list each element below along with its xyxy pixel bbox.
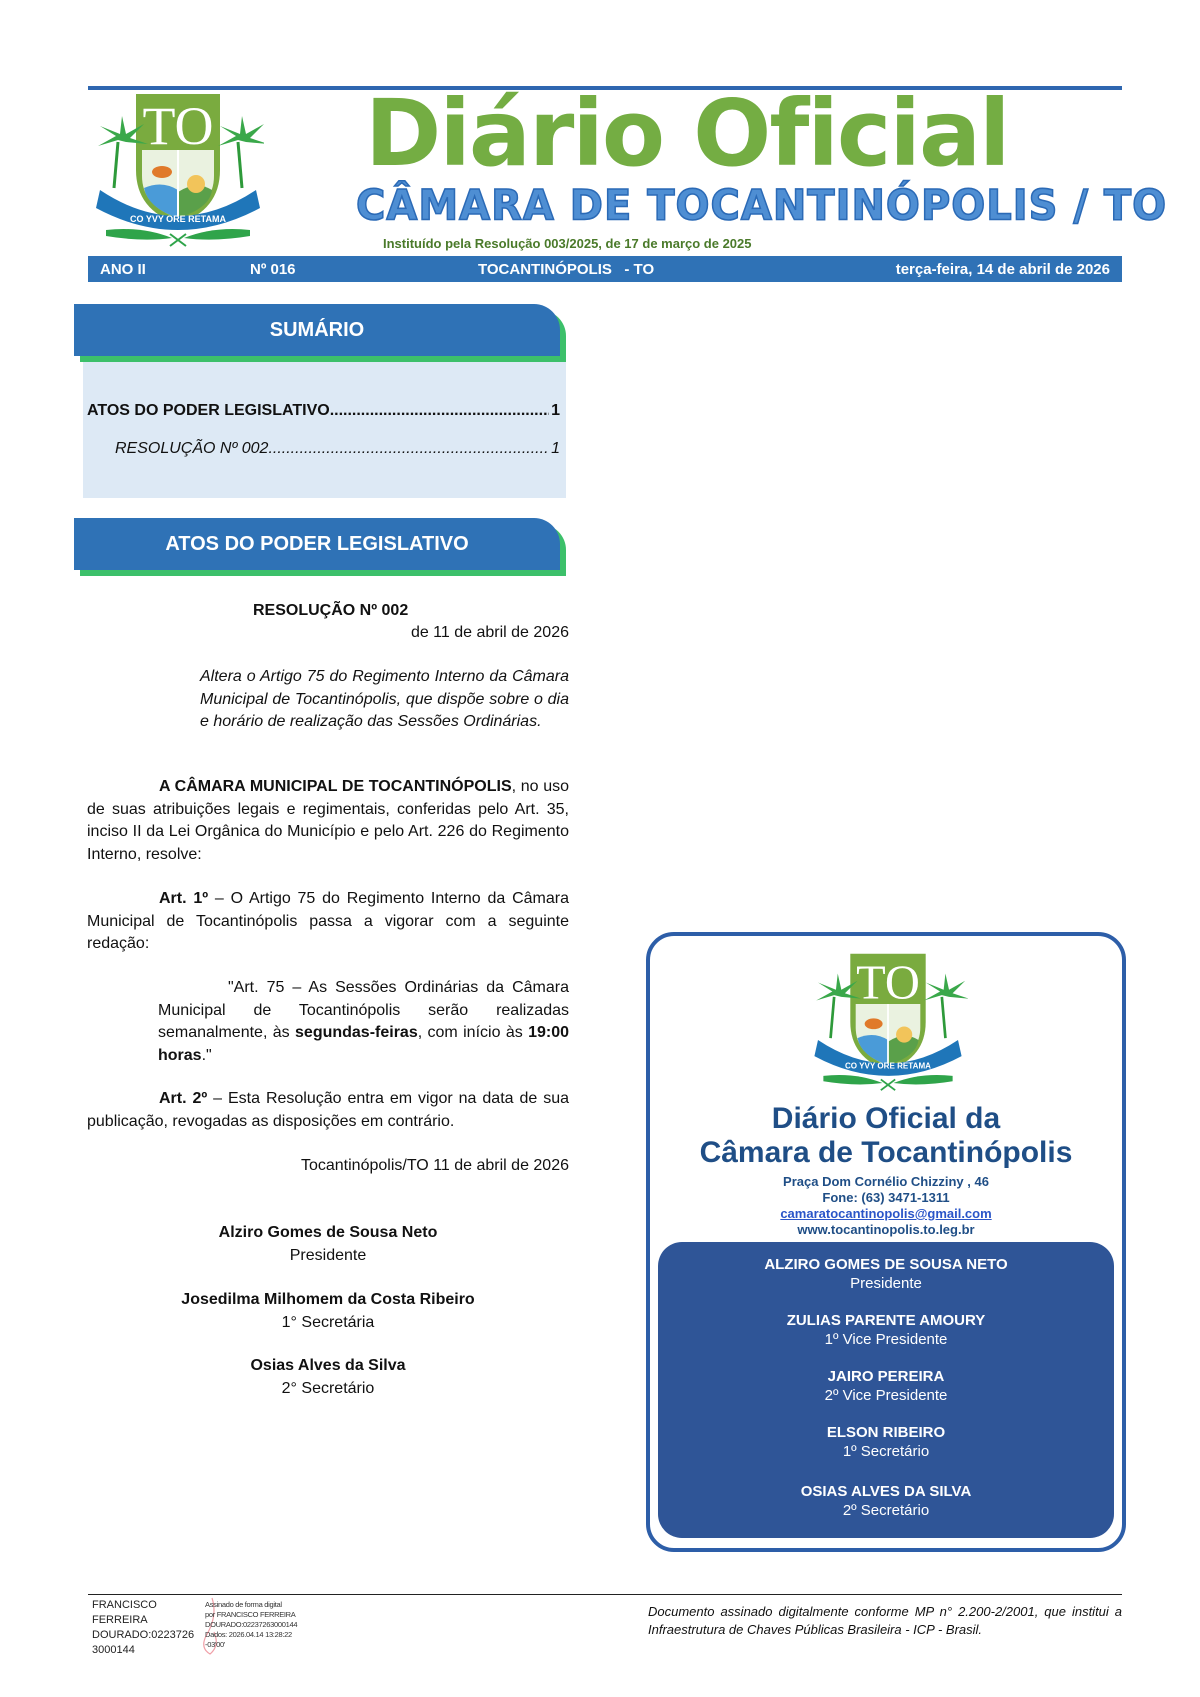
board-member: ELSON RIBEIRO 1º Secretário [826, 1424, 946, 1460]
svg-text:CO YVY ORE RETAMA: CO YVY ORE RETAMA [844, 1061, 932, 1071]
card-address: Praça Dom Cornélio Chizziny , 46 [783, 1174, 989, 1189]
masthead-subtitle: CÂMARA DE TOCANTINÓPOLIS / TO [356, 181, 1168, 231]
card-title-line-2: Câmara de Tocantinópolis [699, 1136, 1073, 1169]
coat-of-arms-icon [808, 952, 968, 1092]
digital-signer-name: FRANCISCO FERREIRA DOURADO:0223726 3000144 [92, 1599, 195, 1656]
legal-notice: Documento assinado digitalmente conforme MP n° 2.200-2/2001, que institui a Infraestrutura de Chaves Públicas Brasileira - ICP - Brasil. [648, 1604, 1122, 1637]
resolution-article-2: Art. 2º – Esta Resolução entra em vigor na data de sua publicação, revogadas as disposições em contrário. [87, 1090, 569, 1130]
card-phone: Fone: (63) 3471-1311 [822, 1190, 950, 1205]
section-heading-tab [74, 518, 560, 570]
board-members-panel [658, 1242, 1114, 1538]
issue-year: ANO II [100, 260, 146, 278]
signatory: Osias Alves da Silva 2° Secretário [250, 1357, 406, 1397]
resolution-place-date: Tocantinópolis/TO 11 de abril de 2026 [300, 1157, 569, 1174]
summary-box [83, 362, 566, 498]
signatory: Alziro Gomes de Sousa Neto Presidente [218, 1224, 438, 1264]
svg-text:TO: TO [142, 96, 214, 156]
card-website[interactable]: www.tocantinopolis.to.leg.br [797, 1222, 975, 1237]
section-heading: ATOS DO PODER LEGISLATIVO [74, 518, 560, 570]
resolution-preamble: A CÂMARA MUNICIPAL DE TOCANTINÓPOLIS, no uso de suas atribuições legais e regimentais, conferidas pelo Art. 35, inciso II da Lei Orgânica do Município e pelo Art. 226 do Regimento Interno, resolve: [87, 778, 569, 863]
publisher-info-card [646, 932, 1126, 1552]
masthead-title: Diário Oficial [365, 80, 1009, 187]
coat-of-arms-logo [92, 92, 264, 248]
toc-entry[interactable]: ATOS DO PODER LEGISLATIVO ..... 1 [87, 402, 560, 420]
issue-date: terça-feira, 14 de abril de 2026 [895, 260, 1110, 278]
resolution-article-1: Art. 1º – O Artigo 75 do Regimento Interno da Câmara Municipal de Tocantinópolis passa a vigorar com a seguinte redação: [87, 890, 569, 952]
resolution-date: de 11 de abril de 2026 [410, 624, 569, 641]
resolution-title: RESOLUÇÃO Nº 002 [253, 602, 409, 619]
card-email-link[interactable]: camaratocantinopolis@gmail.com [780, 1206, 992, 1221]
resolution-ementa: Altera o Artigo 75 do Regimento Interno da Câmara Municipal de Tocantinópolis, que dispõe sobre o dia e horário de realização das Sessões Ordinárias. [200, 668, 569, 730]
issue-city: TOCANTINÓPOLIS - TO [478, 260, 655, 278]
issue-info-bar [88, 256, 1122, 282]
card-coat-of-arms-logo [808, 952, 968, 1092]
card-title-line-1: Diário Oficial da [771, 1102, 1001, 1135]
board-member: ALZIRO GOMES DE SOUSA NETO Presidente [764, 1256, 1008, 1292]
issue-number: Nº 016 [250, 260, 296, 278]
svg-text:TO: TO [856, 956, 920, 1010]
signatory: Josedilma Milhomem da Costa Ribeiro 1° Secretária [181, 1291, 475, 1331]
digital-signature-details: Assinado de forma digital por FRANCISCO FERREIRA DOURADO:02237263000144 Dados: 2026.04.14 13:28:22 -03'00' [205, 1600, 298, 1649]
board-member: OSIAS ALVES DA SILVA 2º Secretário [800, 1483, 972, 1519]
summary-heading-tab [74, 304, 560, 356]
board-member: JAIRO PEREIRA 2º Vice Presidente [824, 1368, 948, 1404]
footer-rule [88, 1594, 1122, 1595]
coat-of-arms-icon [92, 92, 264, 248]
toc-entry[interactable]: RESOLUÇÃO Nº 002 ..... 1 [115, 440, 560, 458]
resolution-quoted-article: "Art. 75 – As Sessões Ordinárias da Câmara Municipal de Tocantinópolis serão realizadas semanalmente, às segundas-feiras, com início às 19:00 horas." [158, 979, 570, 1064]
svg-text:CO YVY ORE RETAMA: CO YVY ORE RETAMA [129, 214, 227, 224]
summary-heading: SUMÁRIO [74, 304, 560, 356]
board-member: ZULIAS PARENTE AMOURY 1º Vice Presidente [786, 1312, 986, 1348]
masthead-instituted-note: Instituído pela Resolução 003/2025, de 17 de março de 2025 [383, 236, 752, 251]
